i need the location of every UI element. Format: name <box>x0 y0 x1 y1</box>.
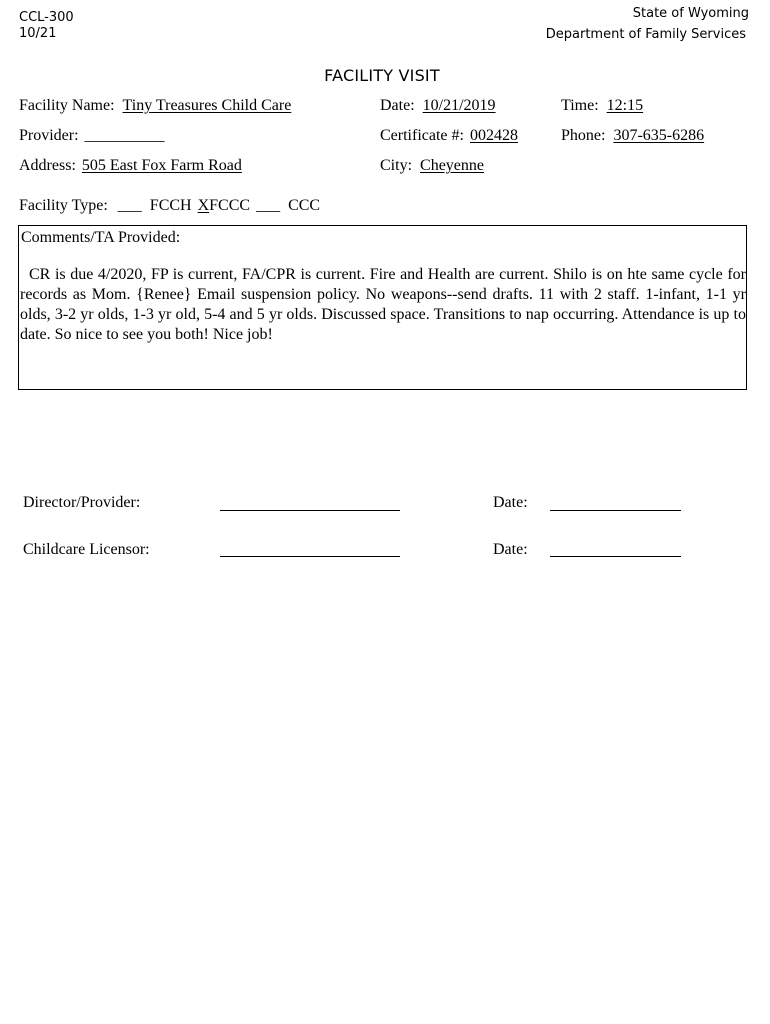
certificate-value: 002428 <box>469 127 518 144</box>
agency-department: Department of Family Services <box>545 27 746 42</box>
licensor-date-label: Date: <box>493 541 528 558</box>
certificate-row <box>380 126 518 146</box>
facility-name-label: Facility Name: <box>19 97 115 114</box>
licensor-signature-line <box>220 556 400 557</box>
comments-text: CR is due 4/2020, FP is current, FA/CPR is current. Fire and Health are current. Shilo is on hte same cycle for records as Mom. {Renee} Email suspension policy. No weapons--send drafts. 11 with 2 staff. 1-infant, 1-1 yr olds, 3-2 yr olds, 1-3 yr old, 5-4 and 5 yr olds. Discussed space. Transitions to nap occurring. Attendance is up to date. So nice to see you both! Nice job! <box>20 266 746 343</box>
director-date-label: Date: <box>493 494 528 511</box>
childcare-licensor-label: Childcare Licensor: <box>23 541 150 558</box>
phone-label: Phone: <box>561 127 606 144</box>
comments-box <box>18 225 747 390</box>
city-row <box>380 156 484 176</box>
fccc-option: FCCC <box>209 197 251 214</box>
time-value: 12:15 <box>606 97 644 114</box>
phone-row <box>561 126 704 146</box>
date-label: Date: <box>380 97 415 114</box>
agency-state: State of Wyoming <box>632 6 749 21</box>
director-provider-label: Director/Provider: <box>23 494 141 511</box>
time-row <box>561 96 643 116</box>
comments-label: Comments/TA Provided: <box>21 229 181 246</box>
certificate-label: Certificate #: <box>380 127 464 144</box>
page-title: FACILITY VISIT <box>324 66 440 85</box>
facility-name-value: Tiny Treasures Child Care <box>122 97 292 114</box>
form-code: CCL-300 <box>19 10 74 25</box>
facility-type-row <box>19 196 320 216</box>
phone-value: 307-635-6286 <box>613 127 705 144</box>
time-label: Time: <box>561 97 599 114</box>
fcch-mark: ___ <box>117 197 142 214</box>
fccc-mark: X <box>197 197 210 214</box>
date-row <box>380 96 496 116</box>
director-date-line <box>550 510 681 511</box>
address-row <box>19 156 242 176</box>
address-value: 505 East Fox Farm Road <box>81 157 242 174</box>
provider-row <box>19 126 165 146</box>
facility-type-label: Facility Type: <box>19 197 108 214</box>
director-signature-line <box>220 510 400 511</box>
provider-value: __________ <box>84 127 165 144</box>
city-label: City: <box>380 157 413 174</box>
fcch-option: FCCH <box>149 197 192 214</box>
form-revision-date: 10/21 <box>19 26 57 41</box>
date-value: 10/21/2019 <box>422 97 496 114</box>
address-label: Address: <box>19 157 76 174</box>
city-value: Cheyenne <box>420 157 484 174</box>
licensor-date-line <box>550 556 681 557</box>
facility-name-row <box>19 96 291 116</box>
provider-label: Provider: <box>19 127 79 144</box>
ccc-option: CCC <box>288 197 321 214</box>
ccc-mark: ___ <box>256 197 281 214</box>
